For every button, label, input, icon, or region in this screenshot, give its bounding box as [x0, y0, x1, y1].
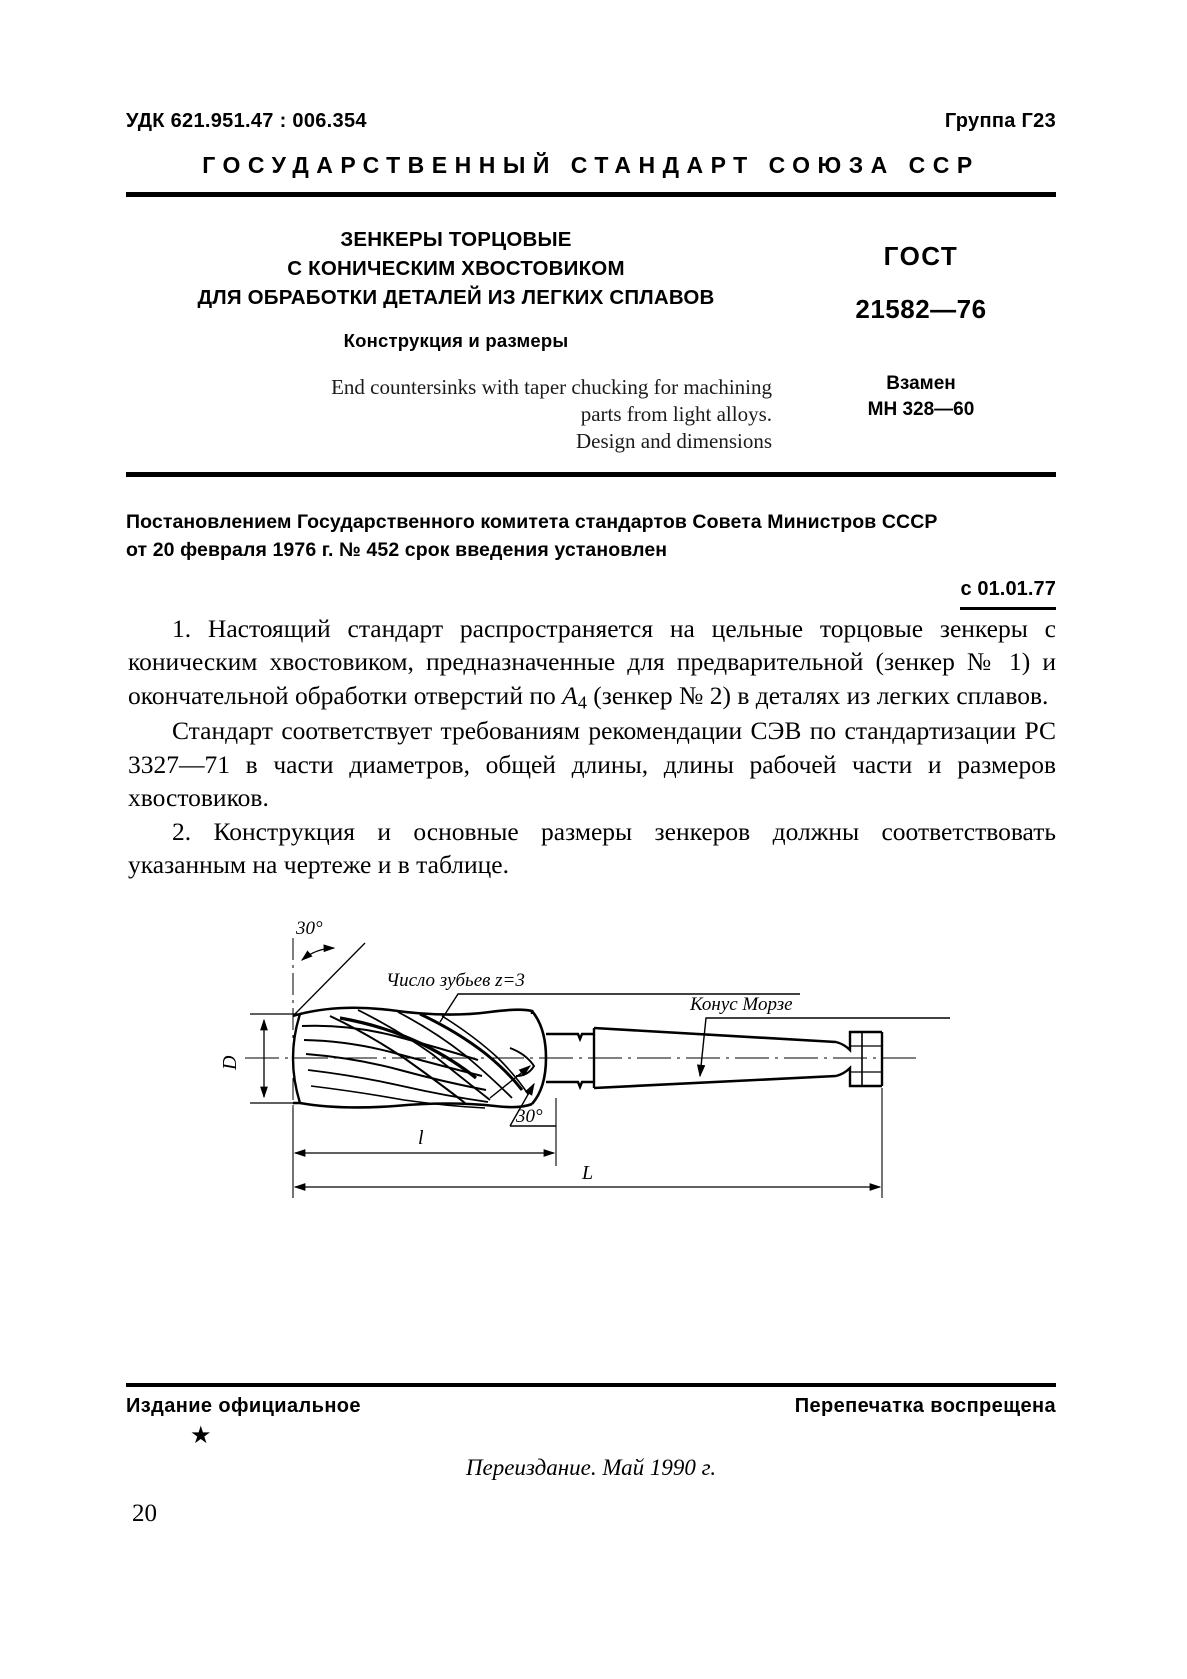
footer-rule — [126, 1383, 1056, 1387]
paragraph-1-tail: (зенкер № 2) в деталях из легких сплавов. — [586, 680, 1049, 710]
resolution-line-2: от 20 февраля 1976 г. № 452 срок введения установлен — [126, 539, 668, 562]
page-number: 20 — [132, 1500, 157, 1527]
paragraph-1 — [128, 612, 1056, 714]
gost-word: ГОСТ — [883, 241, 959, 271]
document-title — [126, 225, 786, 312]
footer-row — [126, 1395, 1056, 1418]
taper-leader-line — [700, 1018, 780, 1076]
title-rule-bottom — [126, 472, 1056, 477]
english-line-3: Design and dimensions — [576, 429, 772, 454]
udk-code: УДК 621.951.47 : 006.354 — [126, 110, 367, 132]
tang-transition-bottom — [836, 1068, 882, 1086]
star-icon: ★ — [190, 1423, 212, 1449]
diameter-dimension-label: D — [219, 1055, 241, 1070]
angle-bottom-label: 30° — [516, 1106, 543, 1127]
title-left-column — [126, 225, 786, 455]
angle-top-label: 30° — [296, 918, 323, 939]
taper-bottom-edge — [594, 1076, 836, 1088]
teeth-leader-line — [440, 994, 550, 1022]
paragraph-2: Стандарт соответствует требованиям рекомендации СЭВ по стандартизации РС 3327—71 в части диаметров, общей длины, длины рабочей части и размеров хвостовиков. — [128, 716, 1056, 813]
angle-arc-arrow — [302, 948, 334, 960]
title-block — [126, 225, 1056, 455]
technical-drawing — [190, 898, 980, 1218]
flute-line-4 — [308, 1070, 488, 1102]
working-length-label: l — [418, 1127, 424, 1149]
tang-transition-top — [836, 1032, 882, 1050]
reprint-forbidden-note: Перепечатка воспрещена — [794, 1395, 1056, 1417]
replaces-value: МН 328—60 — [867, 398, 975, 420]
gost-number: 21582—76 — [855, 294, 987, 324]
reissue-note: Переиздание. Май 1990 г. — [465, 1455, 717, 1480]
title-line-1: ЗЕНКЕРЫ ТОРЦОВЫЕ — [340, 228, 572, 251]
body-text — [128, 612, 1056, 881]
english-line-2: parts from light alloys. — [580, 402, 772, 427]
replaces-label: Взамен — [886, 373, 956, 394]
morse-taper-label: Конус Морзе — [690, 994, 793, 1015]
paragraph-1-text: 1. Настоящий стандарт распространяется на цельные торцовые зенкеры с коническим хвостовиком, предназначенные для предварительной (зенкер № 1) и окончательной обработки отверстий по — [128, 614, 1056, 710]
resolution-block — [126, 508, 1056, 610]
total-length-label: L — [582, 1162, 594, 1184]
english-title — [126, 374, 786, 455]
taper-top-edge — [594, 1028, 836, 1042]
replaces-block — [786, 371, 1056, 422]
header-meta-row — [126, 110, 1056, 133]
title-line-2: С КОНИЧЕСКИМ ХВОСТОВИКОМ — [287, 257, 625, 281]
official-edition-note: Издание официальное — [126, 1395, 361, 1417]
group-code: Группа Г23 — [944, 110, 1056, 132]
angle-lead-line — [293, 943, 365, 1016]
title-right-column — [786, 225, 1056, 422]
tolerance-symbol: $А_4$ — [562, 680, 587, 713]
effective-date: с 01.01.77 — [960, 575, 1056, 610]
resolution-line-1: Постановлением Государственного комитета стандартов Совета Министров СССР — [126, 511, 938, 533]
neck-bottom — [546, 1082, 594, 1087]
cutter-bottom-edge — [300, 1103, 532, 1107]
paragraph-3: 2. Конструкция и основные размеры зенкеров должны соответствовать указанным на чертеже и в таблице. — [128, 816, 1056, 879]
cutter-top-edge — [300, 1008, 532, 1015]
effective-date-row — [126, 575, 1056, 610]
title-line-3: ДЛЯ ОБРАБОТКИ ДЕТАЛЕЙ ИЗ ЛЕГКИХ СПЛАВОВ — [197, 286, 715, 310]
header-rule-top — [126, 192, 1056, 197]
teeth-count-label: Число зубьев z=3 — [386, 970, 525, 991]
english-line-1: End countersinks with taper chucking for machining — [331, 375, 772, 400]
neck-top — [546, 1034, 594, 1039]
document-subtitle: Конструкция и размеры — [343, 330, 569, 352]
standard-banner: ГОСУДАРСТВЕННЫЙ СТАНДАРТ СОЮЗА ССР — [202, 152, 980, 178]
countersink-drawing-svg — [190, 898, 980, 1218]
